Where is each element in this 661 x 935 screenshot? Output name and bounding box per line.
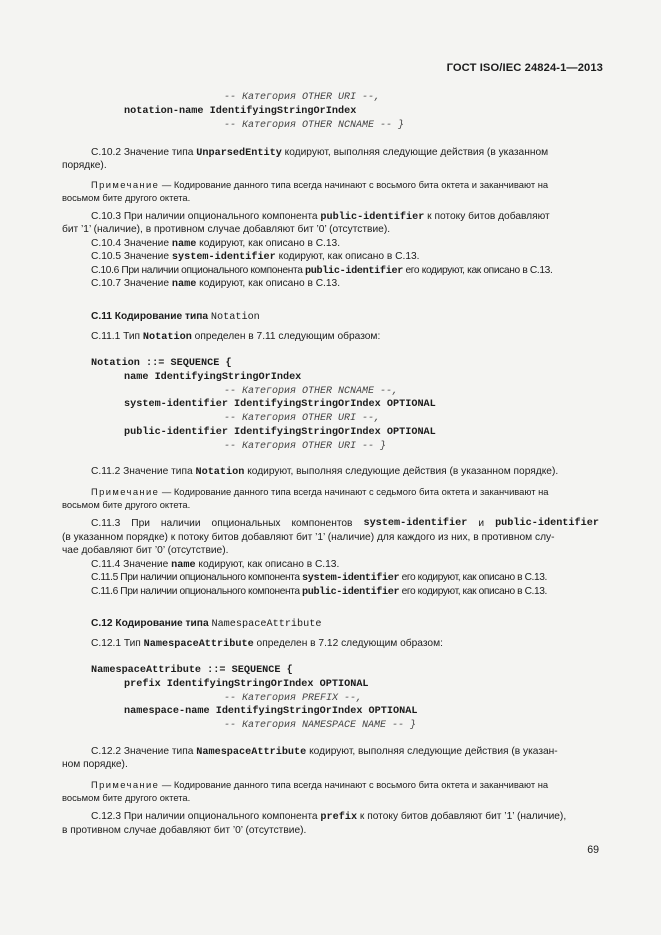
paragraph-c11-2: [91, 465, 558, 479]
text-run: C.10.7 Значение: [91, 278, 172, 289]
text-run: Примечание: [91, 779, 160, 790]
inline-code: public-identifier: [495, 518, 599, 529]
text-run: C.12.2 Значение типа: [91, 746, 197, 757]
text-run: кодируют, выполняя следующие действия (в указанном порядке).: [244, 466, 559, 477]
text-run: кодируют, как описано в C.13.: [195, 559, 340, 570]
text-run: C.10.5 Значение: [91, 251, 172, 262]
text-run: C.10.4 Значение: [91, 238, 172, 249]
inline-code: public-identifier: [320, 212, 425, 223]
paragraph-c12-2: [91, 745, 558, 759]
text-run: наличии: [160, 518, 201, 529]
inline-code: name: [171, 279, 197, 290]
inline-code: system-identifier: [363, 518, 468, 529]
standard-header: ГОСТ ISO/IEC 24824-1—2013: [446, 62, 603, 74]
text-run: C.11.3: [91, 518, 121, 529]
section-heading-c11: [91, 310, 260, 324]
text-run: опциональных: [211, 518, 281, 529]
code-line: Notation ::= SEQUENCE {: [91, 358, 232, 369]
paragraph-c10-2: [91, 146, 548, 160]
inline-code: public-identifier: [305, 266, 403, 277]
page-number: 69: [587, 844, 599, 856]
text-run: C.10.2 Значение типа: [91, 147, 197, 158]
paragraph-c11-4: [91, 558, 339, 572]
text-run: C.11.1 Тип: [91, 331, 143, 342]
text-run: IdentifyingStringOrIndex: [209, 106, 357, 117]
code-line: namespace-name IdentifyingStringOrIndex OPTIONAL: [124, 706, 418, 717]
inline-code: name: [171, 239, 197, 250]
text-run: — Кодирование данного типа всегда начинают с седьмого бита октета и заканчивают на: [159, 486, 549, 497]
paragraph-c11-1: [91, 330, 380, 344]
note-c11-cont: восьмом бите другого октета.: [62, 499, 191, 510]
inline-code: name: [171, 560, 196, 571]
paragraph-c11-6: [91, 585, 547, 599]
text-run: NamespaceAttribute: [211, 619, 322, 630]
inline-code: system-identifier: [302, 573, 400, 584]
text-run: и: [478, 518, 485, 529]
paragraph-c10-4: [91, 237, 340, 251]
text-run: C.12 Кодирование типа: [91, 618, 212, 629]
text-run: Notation: [210, 312, 260, 323]
text-run: определен в 7.11 следующим образом:: [191, 331, 381, 342]
code-comment: -- Категория OTHER NCNAME --,: [224, 386, 399, 397]
text-run: C.11.5 При наличии опционального компонента: [91, 572, 303, 583]
paragraph-c10-3: [91, 210, 550, 224]
code-line: public-identifier IdentifyingStringOrIndex OPTIONAL: [124, 427, 436, 438]
text-run: C.11.4 Значение: [91, 559, 172, 570]
paragraph-c11-3-cont: (в указанном порядке) к потоку битов добавляют бит ’1’ (наличие) для каждого из них, в противном слу-: [62, 532, 555, 543]
code-comment: -- Категория OTHER NCNAME -- }: [224, 120, 405, 131]
paragraph-c11-3-cont2: чае добавляют бит ’0’ (отсутствие).: [62, 545, 229, 556]
inline-code: Notation: [195, 467, 245, 478]
code-comment: -- Категория PREFIX --,: [224, 693, 363, 704]
text-run: его кодируют, как описано в C.13.: [399, 586, 547, 597]
note-c10: [91, 178, 548, 191]
text-run: C.11.2 Значение типа: [91, 466, 196, 477]
code-comment: -- Категория OTHER URI --,: [224, 413, 381, 424]
inline-code: UnparsedEntity: [196, 148, 282, 159]
text-run: C.12.3 При наличии опционального компонента: [91, 811, 321, 822]
paragraph-c12-2-cont: ном порядке).: [62, 759, 128, 770]
note-c12-cont: восьмом бите другого октета.: [62, 792, 191, 803]
text-run: Примечание: [91, 486, 160, 497]
inline-code: NamespaceAttribute: [143, 639, 254, 650]
paragraph-c10-7: [91, 277, 340, 291]
code-comment: -- Категория OTHER URI --,: [224, 92, 381, 103]
code-line: prefix IdentifyingStringOrIndex OPTIONAL: [124, 679, 369, 690]
inline-code: Notation: [142, 332, 192, 343]
text-run: кодируют, как описано в C.13.: [196, 238, 341, 249]
text-run: к потоку битов добавляют бит ’1’ (наличие),: [357, 811, 567, 822]
text-run: кодируют, выполняя следующие действия (в указан-: [306, 746, 558, 757]
text-run: C.10.3 При наличии опционального компонента: [91, 211, 321, 222]
paragraph-c11-5: [91, 571, 547, 585]
text-run: компонентов: [291, 518, 353, 529]
note-c10-cont: восьмом бите другого октета.: [62, 192, 191, 203]
inline-code: prefix: [320, 812, 358, 823]
note-c11: [91, 485, 549, 498]
code-line: NamespaceAttribute ::= SEQUENCE {: [91, 665, 293, 676]
text-run: к потоку битов добавляют: [424, 211, 550, 222]
text-run: кодируют, как описано в C.13.: [196, 278, 341, 289]
paragraph-c10-2-cont: порядке).: [62, 160, 107, 171]
code-line: system-identifier IdentifyingStringOrIndex OPTIONAL: [124, 399, 436, 410]
code-line: name IdentifyingStringOrIndex: [124, 372, 302, 383]
text-run: его кодируют, как описано в C.13.: [399, 572, 547, 583]
inline-code: NamespaceAttribute: [196, 747, 307, 758]
section-heading-c12: [91, 617, 322, 631]
text-run: — Кодирование данного типа всегда начинают с восьмого бита октета и заканчивают на: [159, 779, 549, 790]
text-run: его кодируют, как описано в C.13.: [402, 265, 553, 276]
code-line: [124, 105, 356, 118]
paragraph-c12-3: [91, 810, 566, 824]
text-run: кодируют, как описано в C.13.: [275, 251, 420, 262]
text-run: Примечание: [91, 179, 160, 190]
text-run: — Кодирование данного типа всегда начинают с восьмого бита октета и заканчивают на: [159, 179, 549, 190]
text-run: C.10.6 При наличии опционального компонента: [91, 265, 305, 276]
text-run: C.11 Кодирование типа: [91, 311, 211, 322]
paragraph-c12-1: [91, 637, 443, 651]
paragraph-c11-3: [91, 517, 599, 530]
paragraph-c10-3-cont: бит ’1’ (наличие), в противном случае добавляют бит ’0’ (отсутствие).: [62, 224, 391, 235]
inline-code: public-identifier: [302, 587, 400, 598]
text-run: При: [131, 518, 150, 529]
paragraph-c10-5: [91, 250, 420, 264]
text-run: C.11.6 При наличии опционального компонента: [91, 586, 303, 597]
code-comment: -- Категория OTHER URI -- }: [224, 441, 387, 452]
paragraph-c12-3-cont: в противном случае добавляют бит ’0’ (отсутствие).: [62, 825, 307, 836]
text-run: определен в 7.12 следующим образом:: [253, 638, 443, 649]
inline-code: system-identifier: [171, 252, 276, 263]
note-c12: [91, 778, 548, 791]
text-run: C.12.1 Тип: [91, 638, 144, 649]
text-run: notation-name: [124, 106, 204, 117]
paragraph-c10-6: [91, 264, 552, 278]
text-run: кодируют, выполняя следующие действия (в указанном: [281, 147, 549, 158]
code-comment: -- Категория NAMESPACE NAME -- }: [224, 720, 417, 731]
